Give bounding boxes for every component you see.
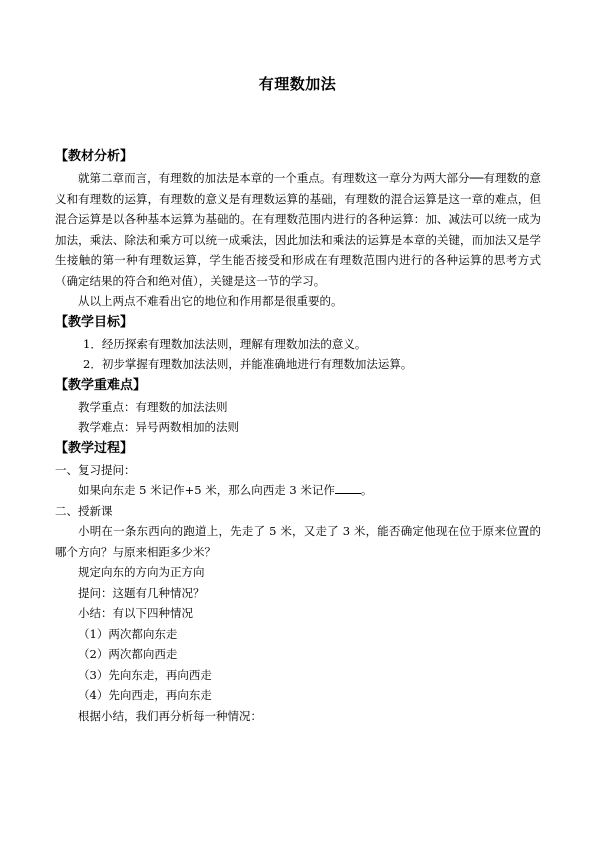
summary-text: 小结：有以下四种情况 — [78, 606, 193, 620]
heading-analysis: 【教材分析】 — [55, 149, 134, 164]
keypoint-item: 教学难点：异号两数相加的法则 — [78, 420, 239, 434]
closing-text: 根据小结，我们再分析每一种情况： — [78, 708, 262, 723]
case-item: （1）两次都向东走 — [78, 626, 178, 641]
review-title: 一、复习提问： — [55, 462, 136, 477]
heading-keypoints: 【教学重难点】 — [55, 377, 147, 393]
goal-item: 1．经历探索有理数加法法则，理解有理数加法的意义。 — [83, 336, 367, 351]
page-title: 有理数加法 — [258, 75, 337, 93]
answer-blank — [335, 481, 361, 494]
heading-process: 【教学过程】 — [55, 440, 134, 456]
review-text-end: 。 — [360, 483, 373, 497]
analysis-paragraph-1: 就第二章而言，有理数的加法是本章的一个重点。有理数这一章分为两大部分──有理数的意义和有理数的运算，有理数的意义是有理数运算的基础，有理数的混合运算是这一章的难点，但混合运算是以各种基本运算为基础的。在有理数范围内进行的各种运算：加、减法可以统一成为加法，乘法、除法和乘方可以统一成乘法，因此加法和乘法的运算是本章的关键，而加法又是学生接触的第一种有理数运算，学生能否接受和形成在有理数范围内进行的各种运算的思考方式（确定结果的符合和绝对值），关键是这一节的学习。 — [55, 171, 541, 288]
document-body — [55, 146, 541, 726]
case-item: （3）先向东走，再向西走 — [78, 667, 212, 682]
new-lesson-paragraph: 小明在一条东西向的跑道上，先走了 5 米，又走了 3 米，能否确定他现在位于原来位置的哪个方向？与原来相距多少米？ — [55, 524, 541, 559]
keypoint-item: 教学重点：有理数的加法法则 — [78, 399, 228, 414]
case-item: （4）先向西走，再向东走 — [78, 688, 212, 702]
goal-item: 2．初步掌握有理数加法法则，并能准确地进行有理数加法运算。 — [83, 357, 413, 371]
heading-goals: 【教学目标】 — [55, 314, 134, 330]
review-text: 如果向东走 5 米记作+5 米，那么向西走 3 米记作 — [78, 483, 335, 497]
new-lesson-title: 二、授新课 — [55, 503, 113, 518]
analysis-paragraph-2: 从以上两点不难看出它的地位和作用都是很重要的。 — [78, 294, 343, 308]
direction-rule: 规定向东的方向为正方向 — [78, 565, 205, 579]
review-question — [55, 480, 541, 501]
case-item: （2）两次都向西走 — [78, 647, 178, 661]
question-text: 提问：这题有几种情况？ — [78, 585, 205, 600]
